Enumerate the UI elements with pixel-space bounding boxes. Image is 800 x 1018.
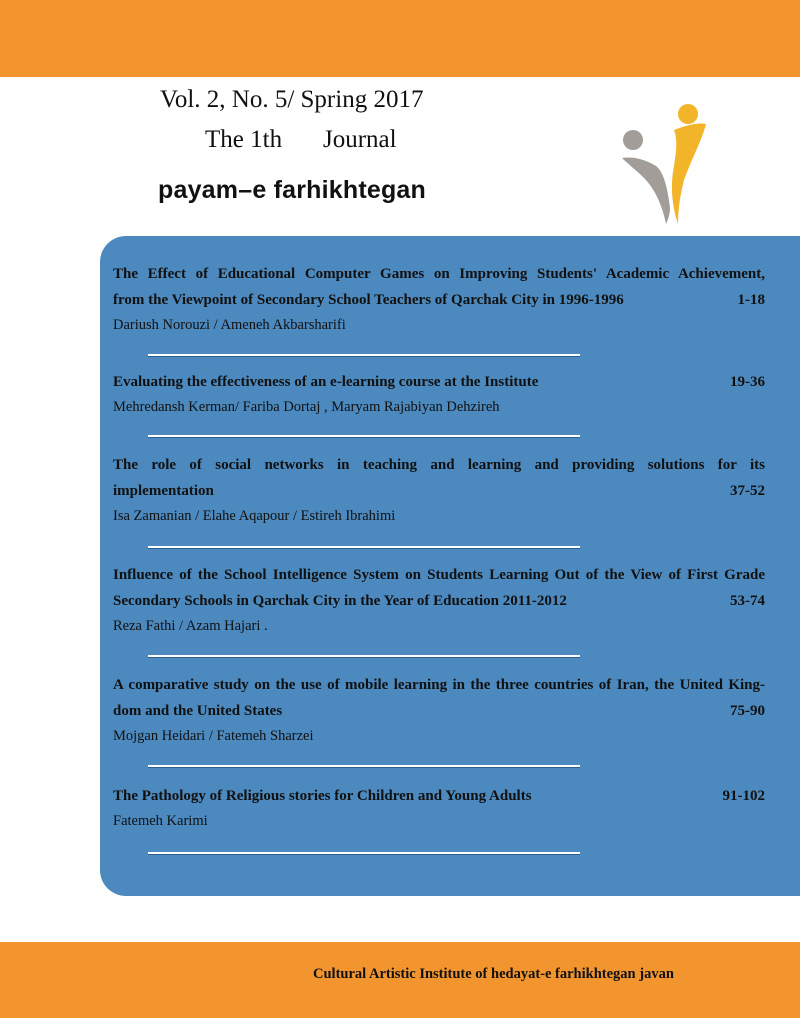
article-title-line: A comparative study on the use of mobile learning in the three countries of Iran, the United King- <box>113 677 765 693</box>
article-title-row <box>113 287 765 313</box>
publisher-name: Cultural Artistic Institute of hedayat-e farhikhtegan javan <box>313 966 674 982</box>
article-title-line: Evaluating the effectiveness of an e-learning course at the Institute <box>113 374 539 390</box>
article-title-line: dom and the United States <box>113 703 283 719</box>
journal-name: payam–e farhikhtegan <box>158 176 426 204</box>
article-title-line: Secondary Schools in Qarchak City in the Year of Education 2011-2012 <box>113 593 567 609</box>
article-title-line: The Pathology of Religious stories for Children and Young Adults <box>113 788 532 804</box>
article-authors: Dariush Norouzi / Ameneh Akbarsharifi <box>113 317 346 333</box>
article-title-row <box>113 478 765 504</box>
article-title-row <box>113 698 765 724</box>
article-title-row <box>113 588 765 614</box>
article-pages: 19-36 <box>730 374 765 390</box>
article-3[interactable] <box>113 452 765 528</box>
article-authors: Reza Fathi / Azam Hajari . <box>113 618 268 634</box>
divider-rule <box>148 852 580 855</box>
article-title-line: implementation <box>113 483 214 499</box>
article-4[interactable] <box>113 562 765 638</box>
article-2[interactable] <box>113 369 765 419</box>
article-title-line: Influence of the School Intelligence System on Students Learning Out of the View of First Grade <box>113 567 765 583</box>
article-5[interactable] <box>113 672 765 748</box>
volume-issue: Vol. 2, No. 5/ Spring 2017 <box>160 86 424 113</box>
divider-rule <box>148 354 580 357</box>
article-title-line: from the Viewpoint of Secondary School Teachers of Qarchak City in 1996-1996 <box>113 292 624 308</box>
article-authors: Mojgan Heidari / Fatemeh Sharzei <box>113 728 314 744</box>
article-title-line: The role of social networks in teaching and learning and providing solutions for its <box>113 457 765 473</box>
article-authors: Isa Zamanian / Elahe Aqapour / Estireh Ibrahimi <box>113 508 396 524</box>
article-title-row <box>113 369 765 395</box>
article-authors: Fatemeh Karimi <box>113 813 208 829</box>
divider-rule <box>148 546 580 549</box>
two-figures-logo-icon <box>618 100 710 225</box>
divider-rule <box>148 655 580 658</box>
article-title-line: The Effect of Educational Computer Games on Improving Students' Academic Achievement, <box>113 266 765 282</box>
article-1[interactable] <box>113 261 765 337</box>
article-6[interactable] <box>113 783 765 833</box>
divider-rule <box>148 435 580 438</box>
journal-word: Journal <box>323 126 397 153</box>
article-pages: 75-90 <box>730 703 765 719</box>
top-orange-band <box>0 0 800 77</box>
article-title-row <box>113 783 765 809</box>
article-pages: 53-74 <box>730 593 765 609</box>
article-pages: 1-18 <box>737 292 765 308</box>
article-authors: Mehredansh Kerman/ Fariba Dortaj , Maryam Rajabiyan Dehzireh <box>113 399 500 415</box>
divider-rule <box>148 765 580 768</box>
journal-ordinal: The 1th <box>205 126 283 153</box>
article-pages: 37-52 <box>730 483 765 499</box>
article-pages: 91-102 <box>722 788 765 804</box>
